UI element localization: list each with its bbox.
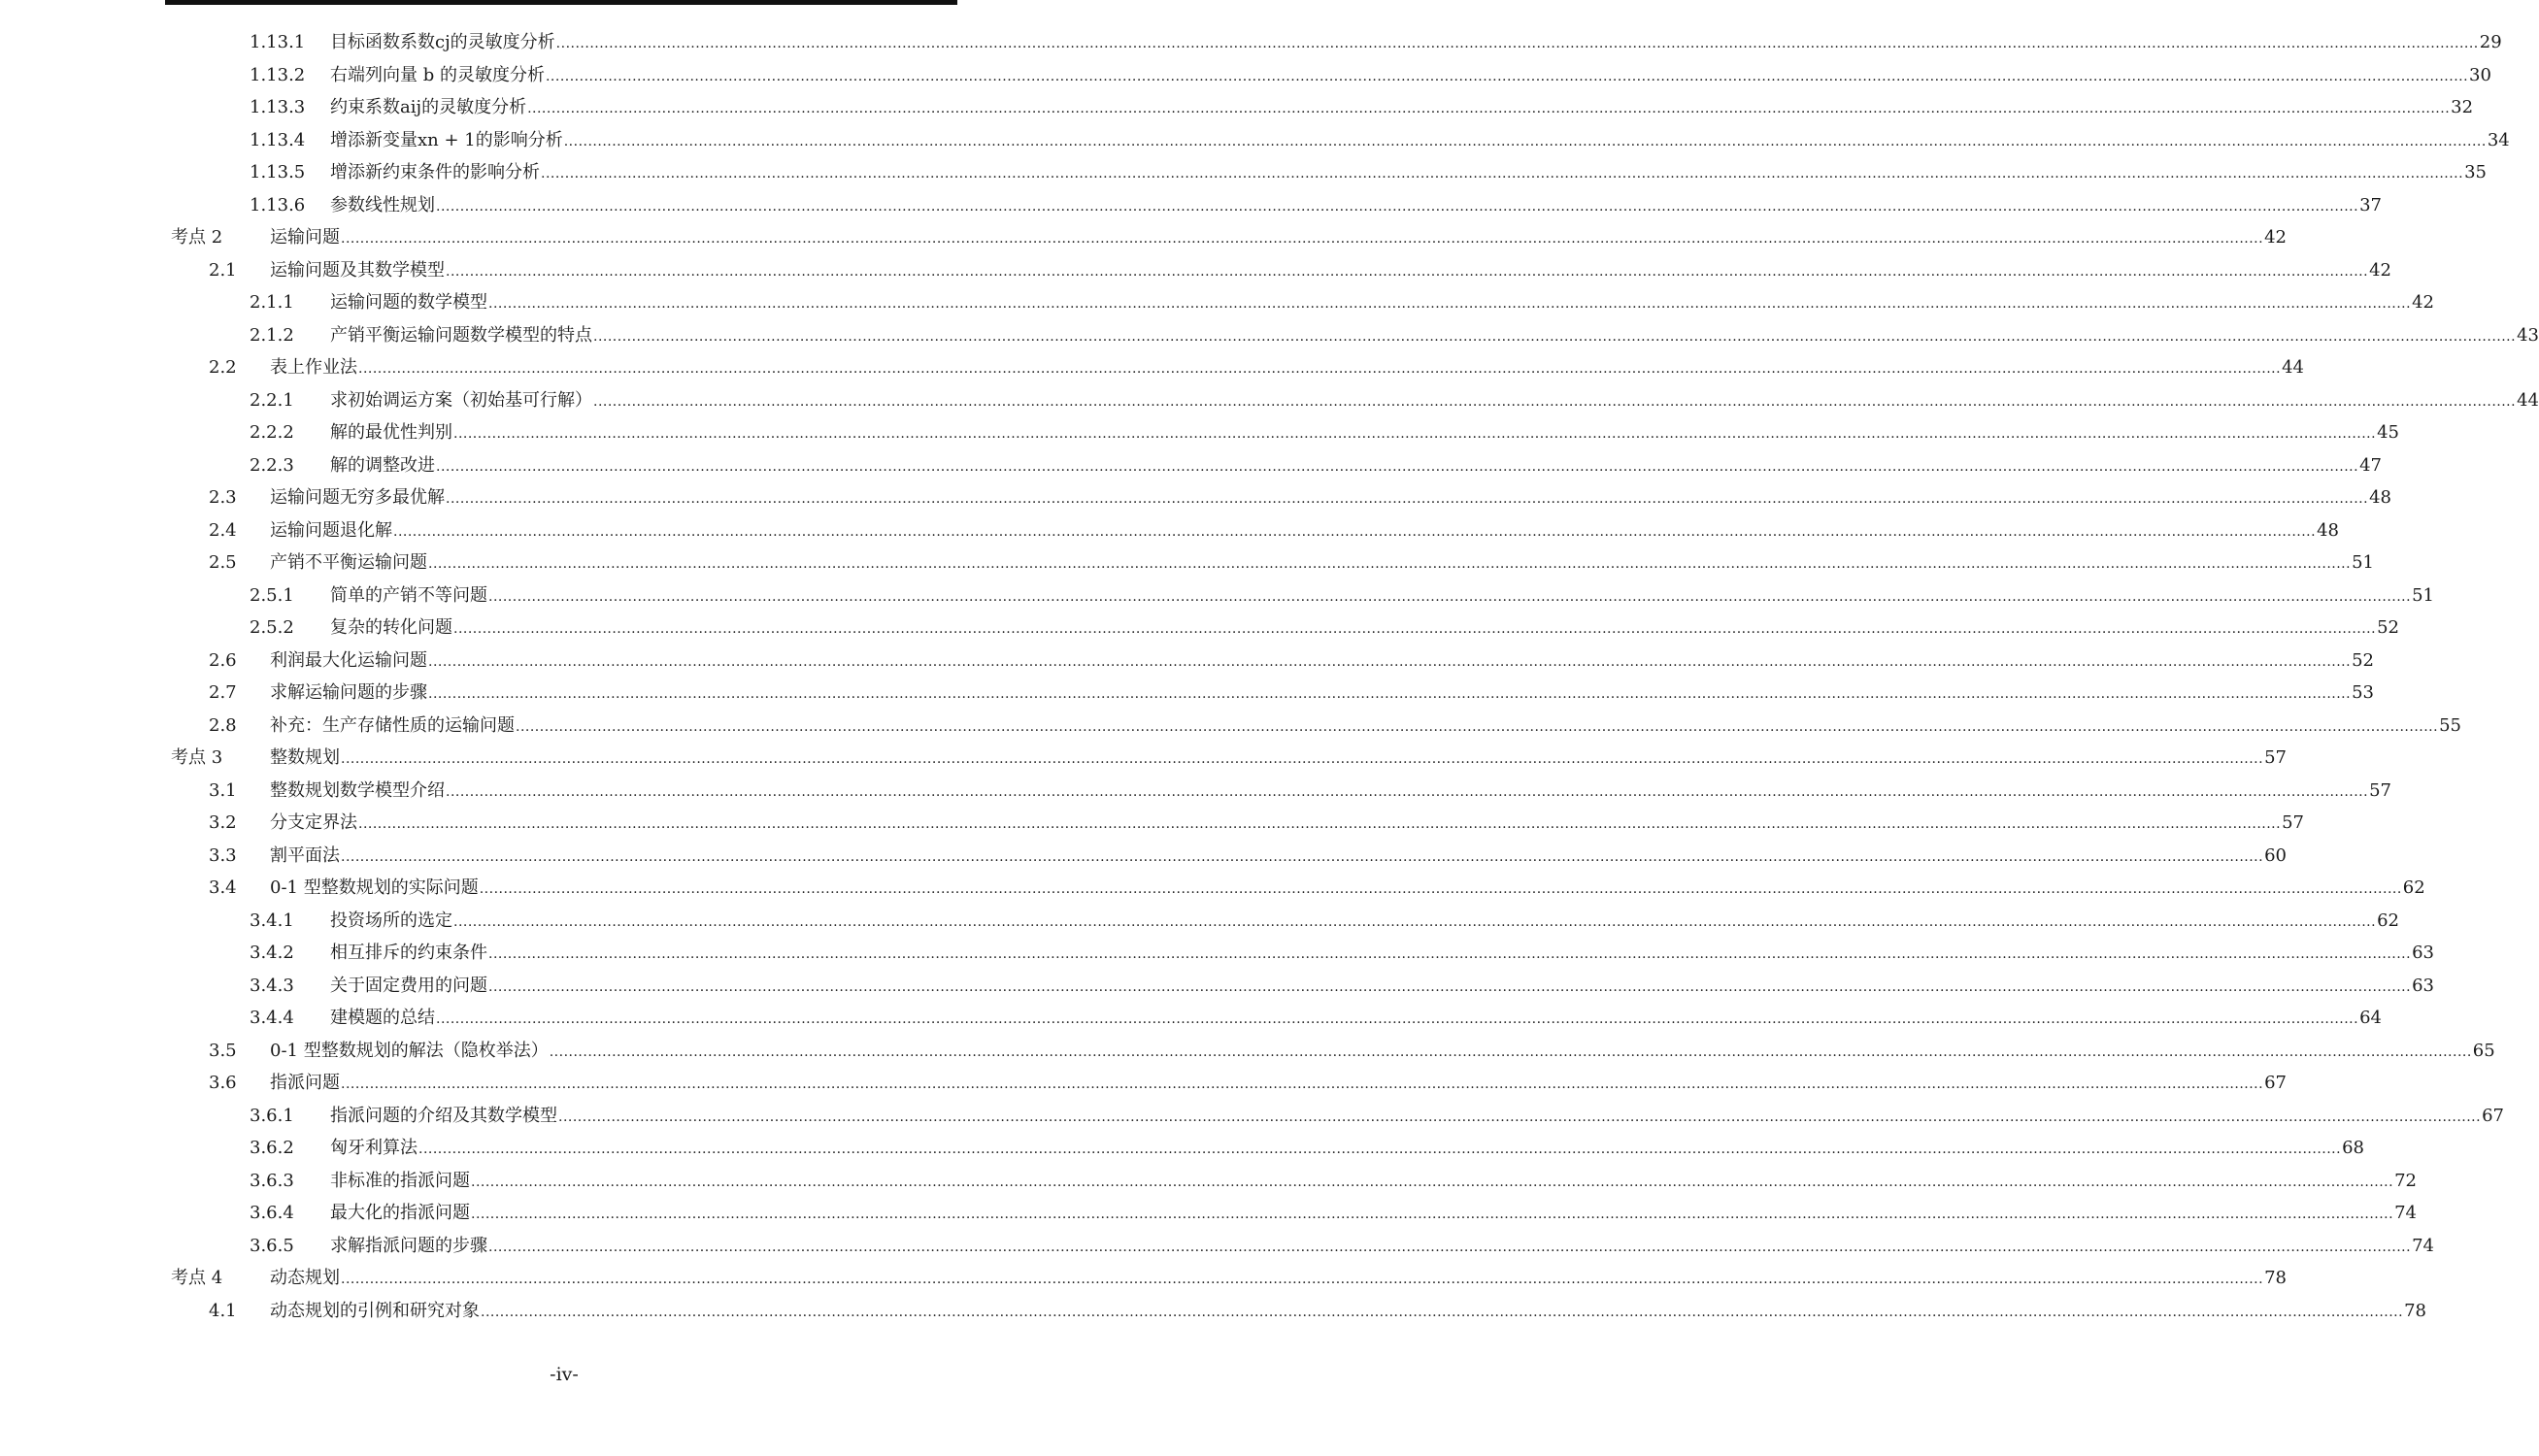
dot-leader: ................................................................................................................................................................................................................................................................................................................................................................................................................: [516, 718, 2439, 735]
toc-entry-page: 51: [2412, 584, 2434, 606]
toc-entry-number: 3.4: [209, 877, 237, 898]
toc-entry-page: 78: [2264, 1268, 2287, 1288]
toc-entry-page: 62: [2402, 877, 2425, 898]
toc-entry-number: 3.6.3: [250, 1170, 294, 1191]
toc-entry-leader: [330, 286, 2434, 321]
dot-leader: ................................................................................................................................................................................................................................................................................................................................................................................................................: [436, 458, 2359, 475]
dot-leader: ................................................................................................................................................................................................................................................................................................................................................................................................................: [593, 328, 2517, 345]
toc-entry[interactable]: [0, 1100, 2504, 1133]
toc-entry-number: 3.6.4: [250, 1203, 294, 1223]
toc-entry-number: 2.2: [209, 357, 237, 378]
toc-entry-page: 44: [2282, 357, 2304, 378]
table-of-contents: [0, 26, 2539, 1327]
toc-entry-number: 2.5: [209, 552, 237, 573]
toc-entry[interactable]: [0, 416, 2399, 449]
toc-entry-title: 0-1 型整数规划的解法（隐枚举法）: [270, 1040, 549, 1061]
dot-leader: ................................................................................................................................................................................................................................................................................................................................................................................................................: [436, 1011, 2359, 1027]
toc-entry-leader: [270, 514, 2339, 549]
toc-entry-page: 53: [2352, 682, 2374, 703]
toc-entry-page: 72: [2394, 1170, 2417, 1191]
toc-entry[interactable]: [0, 286, 2434, 319]
toc-entry-title: 解的调整改进: [330, 454, 435, 476]
toc-entry[interactable]: [0, 1165, 2417, 1198]
toc-entry-number: 2.3: [209, 487, 237, 508]
toc-entry-leader: [330, 579, 2434, 614]
dot-leader: ................................................................................................................................................................................................................................................................................................................................................................................................................: [453, 913, 2377, 930]
toc-entry-leader: [330, 1002, 2382, 1037]
toc-entry-number: 1.13.2: [250, 64, 306, 85]
toc-entry-page: 57: [2282, 812, 2304, 833]
toc-entry-number: 2.6: [209, 649, 237, 671]
toc-entry-number: 考点 4: [171, 1268, 223, 1288]
toc-entry[interactable]: [0, 579, 2434, 612]
dot-leader: ................................................................................................................................................................................................................................................................................................................................................................................................................: [428, 653, 2352, 670]
dot-leader: ................................................................................................................................................................................................................................................................................................................................................................................................................: [358, 816, 2282, 832]
toc-entry-leader: [270, 1035, 2495, 1070]
toc-entry[interactable]: [0, 742, 2287, 775]
toc-entry-title: 产销平衡运输问题数学模型的特点: [330, 324, 592, 346]
toc-entry-title: 表上作业法: [270, 357, 357, 378]
toc-entry-leader: [270, 1295, 2426, 1330]
toc-entry-leader: [330, 937, 2434, 972]
toc-entry[interactable]: [0, 1067, 2287, 1100]
toc-entry-number: 1.13.6: [250, 194, 306, 215]
toc-entry-page: 74: [2394, 1203, 2417, 1223]
dot-leader: ................................................................................................................................................................................................................................................................................................................................................................................................................: [446, 263, 2369, 280]
toc-entry-number: 1.13.1: [250, 32, 306, 52]
toc-entry-number: 2.2.1: [250, 389, 294, 411]
toc-entry-leader: [330, 416, 2399, 451]
toc-entry-leader: [270, 254, 2391, 289]
toc-entry-leader: [330, 970, 2434, 1005]
toc-entry[interactable]: [0, 91, 2474, 124]
toc-entry-title: 最大化的指派问题: [330, 1203, 470, 1223]
toc-entry-page: 42: [2412, 292, 2434, 313]
toc-entry-page: 48: [2369, 487, 2391, 508]
toc-entry-leader: [330, 26, 2502, 61]
dot-leader: ................................................................................................................................................................................................................................................................................................................................................................................................................: [488, 296, 2412, 312]
toc-entry[interactable]: [0, 1262, 2287, 1295]
dot-leader: ................................................................................................................................................................................................................................................................................................................................................................................................................: [558, 1109, 2482, 1125]
toc-entry-number: 1.13.3: [250, 97, 306, 117]
toc-entry-title: 增添新变量xn + 1的影响分析: [330, 129, 563, 150]
toc-entry-title: 简单的产销不等问题: [330, 584, 487, 606]
toc-entry-leader: [270, 645, 2374, 679]
toc-entry[interactable]: [0, 384, 2539, 417]
toc-entry[interactable]: [0, 775, 2391, 808]
toc-entry[interactable]: [0, 189, 2382, 222]
toc-entry-leader: [270, 481, 2391, 516]
toc-entry-number: 3.1: [209, 779, 237, 801]
toc-entry-title: 解的最优性判别: [330, 422, 452, 443]
toc-entry-title: 0-1 型整数规划的实际问题: [270, 877, 479, 898]
toc-entry-title: 运输问题无穷多最优解: [270, 487, 445, 508]
dot-leader: ................................................................................................................................................................................................................................................................................................................................................................................................................: [341, 848, 2264, 865]
dot-leader: ................................................................................................................................................................................................................................................................................................................................................................................................................: [393, 523, 2317, 540]
toc-entry-title: 运输问题退化解: [270, 519, 392, 541]
dot-leader: ................................................................................................................................................................................................................................................................................................................................................................................................................: [418, 1142, 2342, 1157]
toc-entry-page: 68: [2342, 1138, 2364, 1158]
toc-entry[interactable]: [0, 1002, 2382, 1035]
toc-entry-page: 30: [2469, 64, 2491, 85]
toc-entry-leader: [330, 59, 2491, 94]
toc-entry-leader: [330, 905, 2399, 940]
toc-entry-page: 34: [2487, 129, 2510, 150]
toc-entry[interactable]: [0, 612, 2399, 645]
dot-leader: ................................................................................................................................................................................................................................................................................................................................................................................................................: [446, 783, 2369, 800]
toc-entry-number: 2.2.2: [250, 422, 294, 443]
toc-entry-leader: [270, 221, 2287, 256]
toc-entry-number: 考点 3: [171, 747, 223, 768]
toc-entry-leader: [330, 1132, 2364, 1167]
dot-leader: ................................................................................................................................................................................................................................................................................................................................................................................................................: [341, 751, 2264, 767]
toc-entry[interactable]: [0, 1230, 2434, 1263]
dot-leader: ................................................................................................................................................................................................................................................................................................................................................................................................................: [541, 166, 2464, 182]
toc-entry-title: 运输问题及其数学模型: [270, 259, 445, 281]
toc-entry-page: 78: [2404, 1300, 2426, 1321]
toc-entry-leader: [270, 710, 2461, 745]
toc-entry-title: 右端列向量 b 的灵敏度分析: [330, 64, 545, 85]
toc-entry-leader: [330, 1100, 2504, 1135]
toc-entry-leader: [270, 872, 2425, 907]
toc-entry-page: 62: [2377, 910, 2399, 931]
toc-entry-title: 参数线性规划: [330, 194, 435, 215]
toc-entry-leader: [330, 91, 2474, 126]
toc-entry-number: 3.6.1: [250, 1105, 294, 1126]
dot-leader: ................................................................................................................................................................................................................................................................................................................................................................................................................: [488, 946, 2412, 962]
toc-entry-page: 35: [2464, 162, 2487, 182]
toc-entry-title: 关于固定费用的问题: [330, 975, 487, 996]
toc-entry-title: 运输问题: [270, 227, 340, 248]
toc-entry[interactable]: [0, 710, 2461, 743]
toc-entry-number: 3.6: [209, 1073, 237, 1093]
toc-entry-title: 运输问题的数学模型: [330, 292, 487, 313]
toc-entry-number: 3.2: [209, 812, 237, 833]
toc-entry-leader: [330, 384, 2539, 419]
dot-leader: ................................................................................................................................................................................................................................................................................................................................................................................................................: [549, 1043, 2472, 1060]
dot-leader: ................................................................................................................................................................................................................................................................................................................................................................................................................: [471, 1207, 2394, 1222]
toc-entry-number: 4.1: [209, 1300, 237, 1321]
top-rule: [165, 0, 957, 5]
toc-entry-number: 1.13.5: [250, 162, 306, 182]
toc-entry-leader: [270, 775, 2391, 810]
toc-entry-page: 64: [2359, 1008, 2382, 1028]
toc-entry[interactable]: [0, 677, 2374, 710]
dot-leader: ................................................................................................................................................................................................................................................................................................................................................................................................................: [453, 426, 2377, 442]
dot-leader: ................................................................................................................................................................................................................................................................................................................................................................................................................: [555, 36, 2479, 51]
toc-entry-leader: [330, 1197, 2417, 1232]
dot-leader: ................................................................................................................................................................................................................................................................................................................................................................................................................: [481, 1304, 2404, 1320]
toc-entry-number: 3.4.4: [250, 1008, 294, 1028]
toc-entry[interactable]: [0, 905, 2399, 938]
toc-entry-title: 产销不平衡运输问题: [270, 552, 427, 573]
toc-entry[interactable]: [0, 872, 2425, 905]
dot-leader: ................................................................................................................................................................................................................................................................................................................................................................................................................: [436, 198, 2359, 215]
toc-entry-page: 57: [2369, 779, 2391, 801]
toc-entry-number: 2.5.1: [250, 584, 294, 606]
toc-entry[interactable]: [0, 26, 2502, 59]
toc-entry-title: 增添新约束条件的影响分析: [330, 162, 540, 182]
toc-entry-number: 2.1.1: [250, 292, 294, 313]
toc-entry-page: 42: [2369, 259, 2391, 281]
toc-entry-number: 2.1: [209, 259, 237, 281]
toc-entry[interactable]: [0, 1197, 2417, 1230]
toc-entry-leader: [270, 1067, 2287, 1102]
toc-entry-title: 约束系数aij的灵敏度分析: [330, 97, 527, 117]
toc-entry-number: 3.4.3: [250, 975, 294, 996]
toc-entry-page: 42: [2264, 227, 2287, 248]
dot-leader: ................................................................................................................................................................................................................................................................................................................................................................................................................: [428, 686, 2352, 702]
toc-entry[interactable]: [0, 840, 2287, 873]
toc-entry-title: 指派问题的介绍及其数学模型: [330, 1105, 557, 1126]
toc-entry-page: 44: [2517, 389, 2539, 411]
toc-entry-number: 2.5.2: [250, 617, 294, 638]
toc-entry-leader: [270, 1262, 2287, 1297]
toc-entry-leader: [270, 351, 2304, 386]
toc-entry-leader: [330, 319, 2539, 354]
toc-entry-title: 复杂的转化问题: [330, 617, 452, 638]
toc-entry[interactable]: [0, 970, 2434, 1003]
toc-entry[interactable]: [0, 1295, 2426, 1328]
toc-entry[interactable]: [0, 937, 2434, 970]
toc-entry-title: 求解指派问题的步骤: [330, 1235, 487, 1256]
toc-entry[interactable]: [0, 449, 2382, 482]
dot-leader: ................................................................................................................................................................................................................................................................................................................................................................................................................: [446, 491, 2369, 507]
dot-leader: ................................................................................................................................................................................................................................................................................................................................................................................................................: [428, 556, 2352, 572]
toc-entry-page: 52: [2352, 649, 2374, 671]
toc-entry-title: 补充：生产存储性质的运输问题: [270, 714, 515, 736]
toc-entry-number: 考点 2: [171, 227, 223, 248]
toc-entry-leader: [330, 124, 2510, 159]
toc-entry-page: 37: [2359, 194, 2382, 215]
toc-entry-number: 2.4: [209, 519, 237, 541]
toc-entry-title: 割平面法: [270, 844, 340, 866]
toc-entry-leader: [270, 677, 2374, 711]
toc-entry-number: 3.6.5: [250, 1235, 294, 1256]
toc-entry-number: 3.3: [209, 844, 237, 866]
toc-entry-page: 43: [2517, 324, 2539, 346]
toc-entry-number: 3.4.2: [250, 943, 294, 963]
toc-entry-page: 67: [2264, 1073, 2287, 1093]
toc-entry-page: 29: [2479, 32, 2502, 52]
toc-entry-title: 指派问题: [270, 1073, 340, 1093]
toc-entry-page: 63: [2412, 975, 2434, 996]
dot-leader: ................................................................................................................................................................................................................................................................................................................................................................................................................: [453, 621, 2377, 637]
dot-leader: ................................................................................................................................................................................................................................................................................................................................................................................................................: [488, 1239, 2412, 1255]
dot-leader: ................................................................................................................................................................................................................................................................................................................................................................................................................: [358, 361, 2282, 377]
toc-entry-leader: [270, 840, 2287, 875]
toc-entry-leader: [330, 449, 2382, 484]
toc-entry-title: 求解运输问题的步骤: [270, 682, 427, 703]
toc-entry-page: 48: [2317, 519, 2339, 541]
toc-entry-number: 3.5: [209, 1040, 237, 1061]
toc-entry-page: 45: [2377, 422, 2399, 443]
toc-entry[interactable]: [0, 481, 2391, 514]
dot-leader: ................................................................................................................................................................................................................................................................................................................................................................................................................: [593, 393, 2517, 410]
toc-entry-leader: [270, 546, 2374, 581]
toc-entry-page: 60: [2264, 844, 2287, 866]
dot-leader: ................................................................................................................................................................................................................................................................................................................................................................................................................: [488, 978, 2412, 995]
dot-leader: ................................................................................................................................................................................................................................................................................................................................................................................................................: [545, 68, 2469, 84]
toc-entry-title: 建模题的总结: [330, 1008, 435, 1028]
toc-entry-page: 55: [2439, 714, 2461, 736]
toc-entry-page: 67: [2482, 1105, 2504, 1126]
toc-entry[interactable]: [0, 807, 2304, 840]
toc-entry-leader: [330, 1230, 2434, 1265]
dot-leader: ................................................................................................................................................................................................................................................................................................................................................................................................................: [563, 133, 2487, 149]
toc-entry-title: 整数规划数学模型介绍: [270, 779, 445, 801]
toc-entry-title: 相互排斥的约束条件: [330, 943, 487, 963]
toc-entry[interactable]: [0, 156, 2487, 189]
toc-entry-title: 投资场所的选定: [330, 910, 452, 931]
toc-entry-title: 利润最大化运输问题: [270, 649, 427, 671]
toc-entry[interactable]: [0, 254, 2391, 287]
toc-entry-title: 动态规划: [270, 1268, 340, 1288]
toc-entry[interactable]: [0, 124, 2510, 157]
toc-entry-number: 2.7: [209, 682, 237, 703]
toc-entry-leader: [330, 189, 2382, 224]
dot-leader: ................................................................................................................................................................................................................................................................................................................................................................................................................: [479, 881, 2402, 897]
dot-leader: ................................................................................................................................................................................................................................................................................................................................................................................................................: [341, 1272, 2264, 1287]
toc-entry[interactable]: [0, 645, 2374, 678]
toc-entry-page: 63: [2412, 943, 2434, 963]
dot-leader: ................................................................................................................................................................................................................................................................................................................................................................................................................: [341, 1076, 2264, 1092]
toc-entry-title: 目标函数系数cj的灵敏度分析: [330, 32, 555, 52]
toc-entry[interactable]: [0, 546, 2374, 579]
toc-entry-leader: [330, 156, 2487, 191]
toc-entry-page: 52: [2377, 617, 2399, 638]
toc-entry-page: 74: [2412, 1235, 2434, 1256]
toc-entry-leader: [330, 612, 2399, 646]
toc-entry[interactable]: [0, 514, 2339, 547]
toc-entry[interactable]: [0, 59, 2491, 92]
toc-entry[interactable]: [0, 351, 2304, 384]
toc-entry-leader: [330, 1165, 2417, 1200]
toc-entry[interactable]: [0, 319, 2539, 352]
toc-entry-page: 47: [2359, 454, 2382, 476]
toc-entry-number: 2.2.3: [250, 454, 294, 476]
toc-entry-page: 57: [2264, 747, 2287, 768]
toc-entry[interactable]: [0, 221, 2287, 254]
dot-leader: ................................................................................................................................................................................................................................................................................................................................................................................................................: [341, 231, 2264, 247]
toc-entry-number: 2.1.2: [250, 324, 294, 346]
page-number: -iv-: [550, 1364, 579, 1385]
toc-entry[interactable]: [0, 1132, 2364, 1165]
toc-entry-number: 3.6.2: [250, 1138, 294, 1158]
toc-entry-title: 匈牙利算法: [330, 1138, 418, 1158]
toc-entry-title: 整数规划: [270, 747, 340, 768]
toc-entry-leader: [270, 807, 2304, 842]
toc-entry-title: 分支定界法: [270, 812, 357, 833]
toc-entry[interactable]: [0, 1035, 2495, 1068]
dot-leader: ................................................................................................................................................................................................................................................................................................................................................................................................................: [488, 588, 2412, 605]
toc-entry-title: 动态规划的引例和研究对象: [270, 1300, 480, 1321]
toc-entry-leader: [270, 742, 2287, 777]
toc-entry-page: 32: [2451, 97, 2474, 117]
toc-entry-page: 65: [2472, 1040, 2495, 1061]
toc-entry-number: 1.13.4: [250, 129, 306, 150]
toc-entry-title: 非标准的指派问题: [330, 1170, 470, 1191]
toc-entry-page: 51: [2352, 552, 2374, 573]
dot-leader: ................................................................................................................................................................................................................................................................................................................................................................................................................: [527, 101, 2451, 116]
toc-entry-title: 求初始调运方案（初始基可行解）: [330, 389, 592, 411]
dot-leader: ................................................................................................................................................................................................................................................................................................................................................................................................................: [471, 1174, 2394, 1190]
toc-entry-number: 3.4.1: [250, 910, 294, 931]
toc-entry-number: 2.8: [209, 714, 237, 736]
